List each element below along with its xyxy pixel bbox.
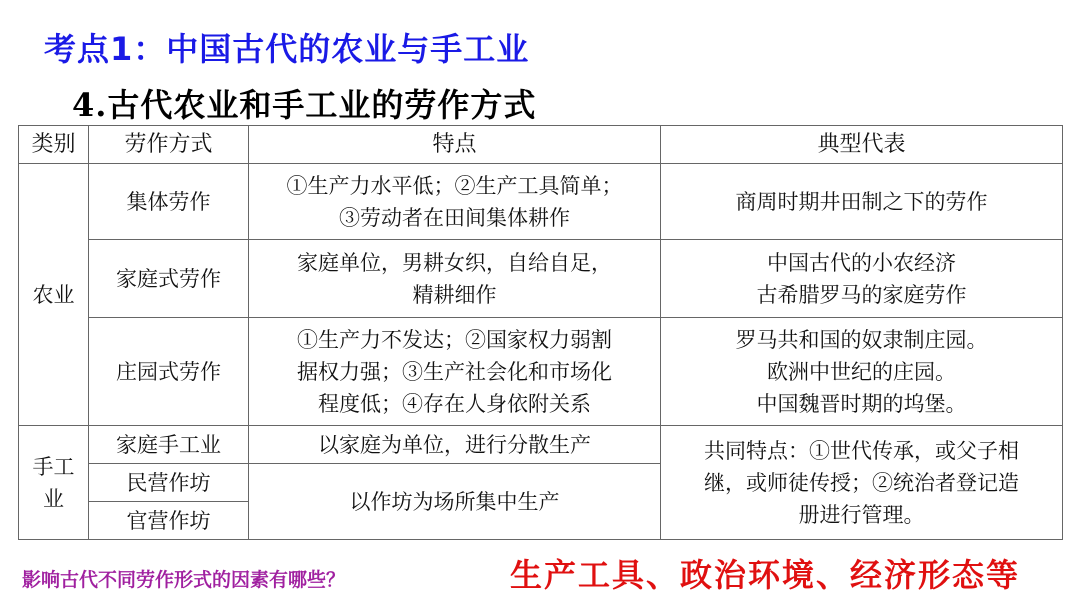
table-row xyxy=(19,240,1063,318)
common-line: 共同特点：①世代传承，或父子相 xyxy=(704,438,1019,463)
representative-line: 中国魏晋时期的坞堡。 xyxy=(756,391,967,416)
labor-methods-table xyxy=(18,125,1063,540)
feature-line: 程度低；④存在人身依附关系 xyxy=(318,391,591,416)
header-category: 类别 xyxy=(19,126,89,164)
representative-line: 商周时期井田制之下的劳作 xyxy=(735,189,988,214)
common-line: 继，或师徒传授；②统治者登记造 xyxy=(704,470,1019,495)
feature-line: ①生产力水平低；②生产工具简单； xyxy=(286,173,623,198)
table-row xyxy=(19,426,1063,464)
representative-line: 中国古代的小农经济 xyxy=(767,250,956,275)
method-cell: 庄园式劳作 xyxy=(89,318,249,426)
feature-cell: 以作坊为场所集中生产 xyxy=(249,464,661,540)
representative-line: 罗马共和国的奴隶制庄园。 xyxy=(735,327,988,352)
method-cell: 家庭手工业 xyxy=(89,426,249,464)
header-feature: 特点 xyxy=(249,126,661,164)
representative-line: 古希腊罗马的家庭劳作 xyxy=(756,282,967,307)
method-cell: 集体劳作 xyxy=(89,164,249,240)
feature-line: ①生产力不发达；②国家权力弱割 xyxy=(297,327,612,352)
representative-cell xyxy=(661,240,1063,318)
feature-cell xyxy=(249,240,661,318)
feature-cell xyxy=(249,164,661,240)
method-cell: 官营作坊 xyxy=(89,502,249,540)
common-feature-cell xyxy=(661,426,1063,540)
table-row xyxy=(19,164,1063,240)
question-text: 影响古代不同劳作形式的因素有哪些？ xyxy=(22,569,346,591)
feature-line: 家庭单位，男耕女织，自给自足， xyxy=(297,250,612,275)
table-row xyxy=(19,318,1063,426)
answer-text: 生产工具、政治环境、经济形态等 xyxy=(510,556,1021,594)
feature-cell: 以家庭为单位，进行分散生产 xyxy=(249,426,661,464)
method-cell: 民营作坊 xyxy=(89,464,249,502)
method-cell: 家庭式劳作 xyxy=(89,240,249,318)
feature-line: ③劳动者在田间集体耕作 xyxy=(339,205,570,230)
category-line: 手工 xyxy=(32,454,75,479)
common-line: 册进行管理。 xyxy=(798,502,925,527)
feature-line: 据权力强；③生产社会化和市场化 xyxy=(297,359,612,384)
representative-cell xyxy=(661,318,1063,426)
slide-title: 考点1：中国古代的农业与手工业 xyxy=(44,30,530,68)
header-method: 劳作方式 xyxy=(89,126,249,164)
category-line: 业 xyxy=(43,486,64,511)
feature-cell xyxy=(249,318,661,426)
representative-cell xyxy=(661,164,1063,240)
header-representative: 典型代表 xyxy=(661,126,1063,164)
feature-line: 精耕细作 xyxy=(412,282,497,307)
representative-line: 欧洲中世纪的庄园。 xyxy=(767,359,956,384)
slide-subtitle: 4.古代农业和手工业的劳作方式 xyxy=(72,86,537,124)
table-header-row xyxy=(19,126,1063,164)
category-agriculture: 农业 xyxy=(19,164,89,426)
category-handicraft xyxy=(19,426,89,540)
